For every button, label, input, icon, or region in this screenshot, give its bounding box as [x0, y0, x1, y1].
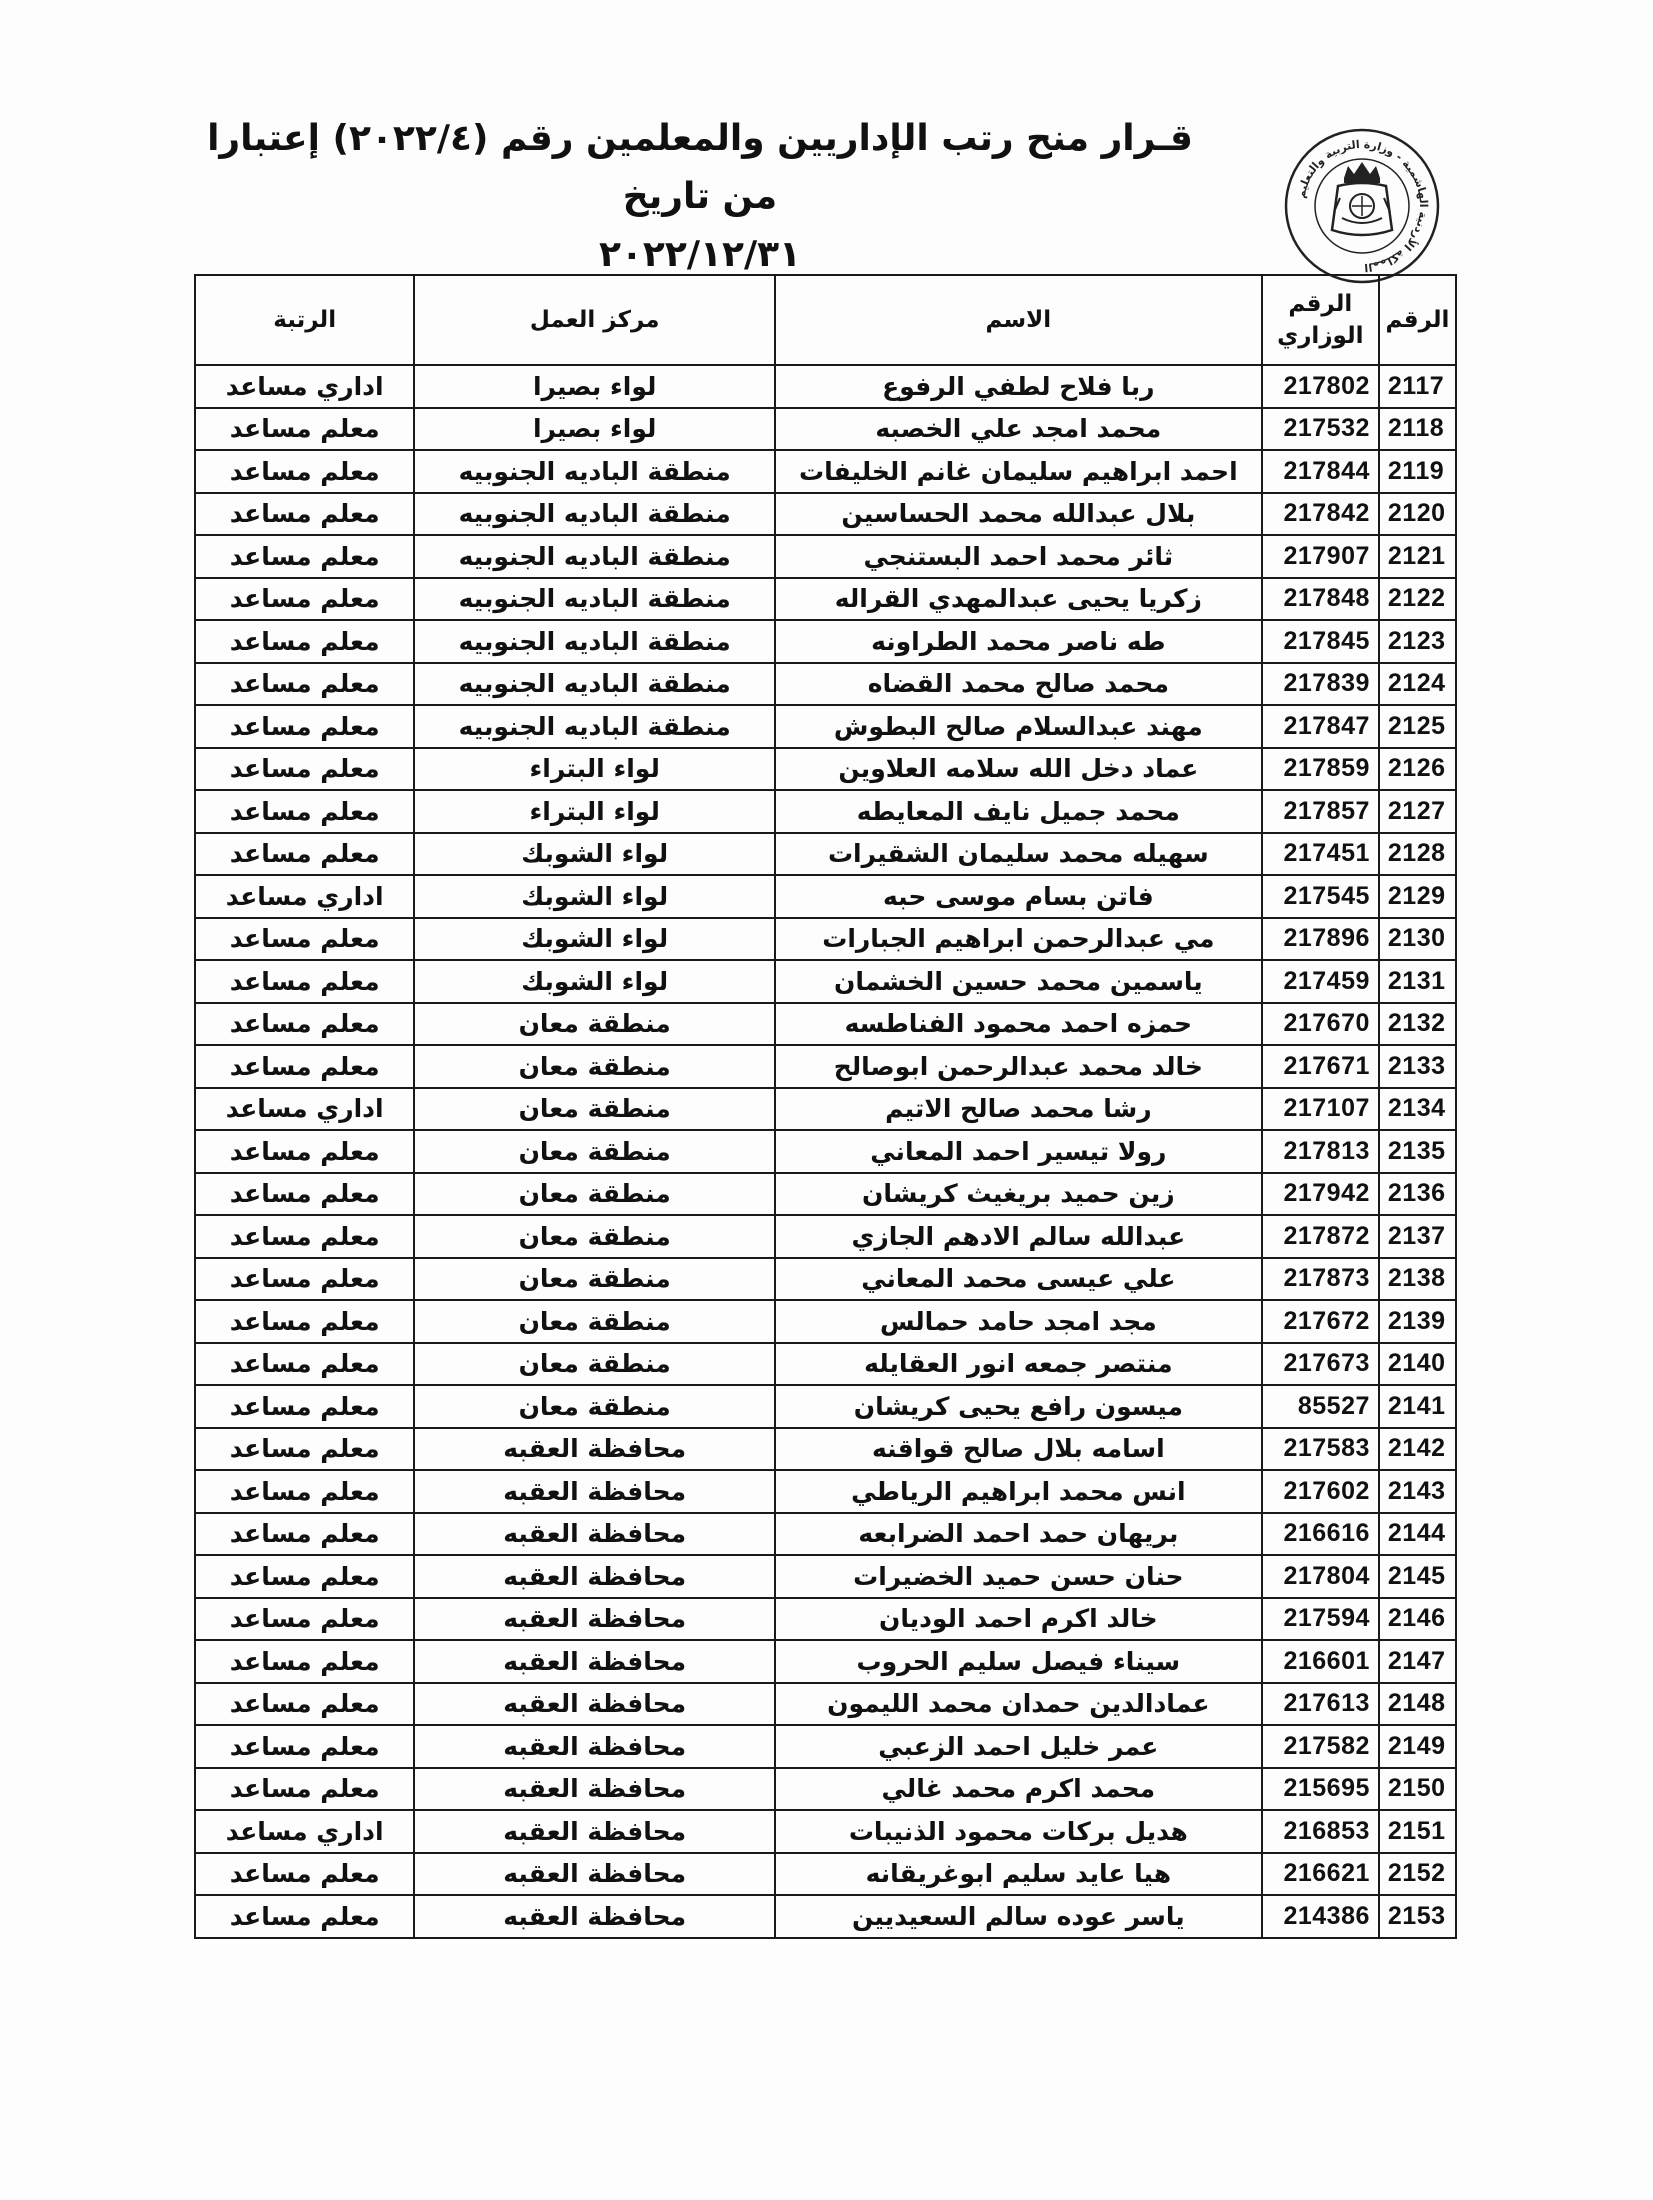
cell-seq: 2139: [1379, 1300, 1456, 1343]
table-row: [195, 1045, 1456, 1088]
table-row: [195, 1470, 1456, 1513]
cell-seq: 2141: [1379, 1385, 1456, 1428]
table-row: [195, 790, 1456, 833]
cell-seq: 2123: [1379, 620, 1456, 663]
table-row: [195, 1300, 1456, 1343]
cell-workplace: منطقة الباديه الجنوبيه: [414, 450, 775, 493]
cell-ministry-no: 217671: [1262, 1045, 1379, 1088]
cell-seq: 2143: [1379, 1470, 1456, 1513]
cell-seq: 2125: [1379, 705, 1456, 748]
decision-title-line1: قـرار منح رتب الإداريين والمعلمين رقم (٢٠٢٢/٤) إعتبارا من تاريخ: [207, 118, 1193, 217]
cell-seq: 2130: [1379, 918, 1456, 961]
cell-workplace: منطقة معان: [414, 1385, 775, 1428]
cell-name: زكريا يحيى عبدالمهدي القراله: [775, 578, 1262, 621]
cell-rank: معلم مساعد: [195, 1300, 414, 1343]
cell-rank: معلم مساعد: [195, 1853, 414, 1896]
cell-ministry-no: 217942: [1262, 1173, 1379, 1216]
cell-rank: معلم مساعد: [195, 1385, 414, 1428]
cell-seq: 2138: [1379, 1258, 1456, 1301]
cell-rank: معلم مساعد: [195, 1003, 414, 1046]
table-row: [195, 748, 1456, 791]
cell-ministry-no: 85527: [1262, 1385, 1379, 1428]
cell-workplace: منطقة الباديه الجنوبيه: [414, 578, 775, 621]
cell-ministry-no: 217857: [1262, 790, 1379, 833]
cell-name: حنان حسن حميد الخضيرات: [775, 1555, 1262, 1598]
table-row: [195, 1598, 1456, 1641]
table-row: [195, 1513, 1456, 1556]
cell-rank: معلم مساعد: [195, 1555, 414, 1598]
table-row: [195, 960, 1456, 1003]
cell-seq: 2118: [1379, 408, 1456, 451]
cell-ministry-no: 217451: [1262, 833, 1379, 876]
cell-ministry-no: 217545: [1262, 875, 1379, 918]
cell-ministry-no: 217839: [1262, 663, 1379, 706]
cell-workplace: لواء الشوبك: [414, 918, 775, 961]
cell-ministry-no: 217848: [1262, 578, 1379, 621]
records-table: [194, 274, 1457, 1939]
cell-ministry-no: 217859: [1262, 748, 1379, 791]
cell-name: سهيله محمد سليمان الشقيرات: [775, 833, 1262, 876]
cell-rank: معلم مساعد: [195, 1130, 414, 1173]
cell-rank: معلم مساعد: [195, 1768, 414, 1811]
decision-title: [200, 110, 1200, 284]
cell-workplace: منطقة معان: [414, 1258, 775, 1301]
cell-name: ياسر عوده سالم السعيديين: [775, 1895, 1262, 1938]
cell-rank: معلم مساعد: [195, 1640, 414, 1683]
cell-workplace: منطقة الباديه الجنوبيه: [414, 663, 775, 706]
table-row: [195, 578, 1456, 621]
cell-name: انس محمد ابراهيم الرياطي: [775, 1470, 1262, 1513]
cell-name: محمد امجد علي الخصبه: [775, 408, 1262, 451]
cell-name: خالد اكرم احمد الوديان: [775, 1598, 1262, 1641]
cell-workplace: محافظة العقبه: [414, 1555, 775, 1598]
cell-name: طه ناصر محمد الطراونه: [775, 620, 1262, 663]
cell-rank: معلم مساعد: [195, 790, 414, 833]
cell-name: بريهان حمد احمد الضرابعه: [775, 1513, 1262, 1556]
cell-name: رولا تيسير احمد المعاني: [775, 1130, 1262, 1173]
cell-seq: 2120: [1379, 493, 1456, 536]
cell-seq: 2119: [1379, 450, 1456, 493]
cell-name: ربا فلاح لطفي الرفوع: [775, 365, 1262, 408]
cell-ministry-no: 217107: [1262, 1088, 1379, 1131]
cell-rank: معلم مساعد: [195, 408, 414, 451]
cell-workplace: منطقة معان: [414, 1173, 775, 1216]
cell-rank: معلم مساعد: [195, 705, 414, 748]
cell-name: عماد دخل الله سلامه العلاوين: [775, 748, 1262, 791]
cell-name: بلال عبدالله محمد الحساسين: [775, 493, 1262, 536]
cell-seq: 2126: [1379, 748, 1456, 791]
cell-rank: معلم مساعد: [195, 748, 414, 791]
cell-workplace: محافظة العقبه: [414, 1895, 775, 1938]
cell-workplace: منطقة الباديه الجنوبيه: [414, 620, 775, 663]
cell-ministry-no: 217582: [1262, 1725, 1379, 1768]
cell-seq: 2134: [1379, 1088, 1456, 1131]
cell-workplace: منطقة الباديه الجنوبيه: [414, 535, 775, 578]
cell-seq: 2142: [1379, 1428, 1456, 1471]
cell-name: حمزه احمد محمود الفناطسه: [775, 1003, 1262, 1046]
cell-name: عمر خليل احمد الزعبي: [775, 1725, 1262, 1768]
column-header-rank: الرتبة: [195, 275, 414, 365]
cell-name: علي عيسى محمد المعاني: [775, 1258, 1262, 1301]
cell-name: ياسمين محمد حسين الخشمان: [775, 960, 1262, 1003]
cell-name: فاتن بسام موسى حبه: [775, 875, 1262, 918]
table-row: [195, 1343, 1456, 1386]
cell-name: هديل بركات محمود الذنيبات: [775, 1810, 1262, 1853]
cell-name: سيناء فيصل سليم الحروب: [775, 1640, 1262, 1683]
cell-workplace: لواء الشوبك: [414, 960, 775, 1003]
cell-rank: معلم مساعد: [195, 450, 414, 493]
cell-ministry-no: 217594: [1262, 1598, 1379, 1641]
cell-name: اسامه بلال صالح قواقنه: [775, 1428, 1262, 1471]
cell-seq: 2127: [1379, 790, 1456, 833]
cell-rank: معلم مساعد: [195, 663, 414, 706]
cell-seq: 2128: [1379, 833, 1456, 876]
cell-rank: معلم مساعد: [195, 1045, 414, 1088]
cell-workplace: محافظة العقبه: [414, 1683, 775, 1726]
cell-name: محمد اكرم محمد غالي: [775, 1768, 1262, 1811]
cell-seq: 2140: [1379, 1343, 1456, 1386]
cell-workplace: محافظة العقبه: [414, 1768, 775, 1811]
cell-seq: 2145: [1379, 1555, 1456, 1598]
seal-text: المملكة الأردنية الهاشمية - وزارة التربية والتعليم: [1294, 137, 1431, 274]
cell-rank: اداري مساعد: [195, 1088, 414, 1131]
table-row: [195, 833, 1456, 876]
table-header-row: [195, 275, 1456, 365]
cell-workplace: لواء بصيرا: [414, 408, 775, 451]
table-row: [195, 1853, 1456, 1896]
cell-seq: 2129: [1379, 875, 1456, 918]
cell-ministry-no: 217844: [1262, 450, 1379, 493]
cell-seq: 2149: [1379, 1725, 1456, 1768]
cell-workplace: محافظة العقبه: [414, 1853, 775, 1896]
cell-workplace: منطقة الباديه الجنوبيه: [414, 705, 775, 748]
cell-rank: معلم مساعد: [195, 1683, 414, 1726]
cell-rank: اداري مساعد: [195, 1810, 414, 1853]
table-row: [195, 1385, 1456, 1428]
table-row: [195, 1725, 1456, 1768]
table-row: [195, 535, 1456, 578]
cell-ministry-no: 216853: [1262, 1810, 1379, 1853]
cell-ministry-no: 217670: [1262, 1003, 1379, 1046]
table-body: [195, 365, 1456, 1938]
cell-rank: معلم مساعد: [195, 493, 414, 536]
cell-seq: 2150: [1379, 1768, 1456, 1811]
cell-workplace: لواء البتراء: [414, 790, 775, 833]
table-row: [195, 663, 1456, 706]
cell-name: زين حميد بريغيث كريشان: [775, 1173, 1262, 1216]
cell-ministry-no: 217613: [1262, 1683, 1379, 1726]
table-row: [195, 450, 1456, 493]
cell-rank: معلم مساعد: [195, 1258, 414, 1301]
cell-seq: 2151: [1379, 1810, 1456, 1853]
cell-name: محمد صالح محمد القضاه: [775, 663, 1262, 706]
cell-ministry-no: 217896: [1262, 918, 1379, 961]
cell-name: مهند عبدالسلام صالح البطوش: [775, 705, 1262, 748]
table-row: [195, 918, 1456, 961]
cell-ministry-no: 214386: [1262, 1895, 1379, 1938]
cell-ministry-no: 216601: [1262, 1640, 1379, 1683]
cell-ministry-no: 217532: [1262, 408, 1379, 451]
cell-workplace: لواء بصيرا: [414, 365, 775, 408]
cell-ministry-no: 217813: [1262, 1130, 1379, 1173]
table-row: [195, 1895, 1456, 1938]
cell-rank: معلم مساعد: [195, 918, 414, 961]
cell-seq: 2146: [1379, 1598, 1456, 1641]
cell-name: مجد امجد حامد حمالس: [775, 1300, 1262, 1343]
cell-name: محمد جميل نايف المعايطه: [775, 790, 1262, 833]
cell-ministry-no: 217673: [1262, 1343, 1379, 1386]
cell-workplace: منطقة معان: [414, 1300, 775, 1343]
cell-name: عبدالله سالم الادهم الجازي: [775, 1215, 1262, 1258]
ministry-seal-icon: [1282, 126, 1442, 286]
cell-workplace: منطقة معان: [414, 1130, 775, 1173]
cell-rank: اداري مساعد: [195, 365, 414, 408]
cell-rank: اداري مساعد: [195, 875, 414, 918]
table-row: [195, 1640, 1456, 1683]
cell-rank: معلم مساعد: [195, 1513, 414, 1556]
cell-seq: 2153: [1379, 1895, 1456, 1938]
cell-workplace: محافظة العقبه: [414, 1470, 775, 1513]
cell-seq: 2147: [1379, 1640, 1456, 1683]
cell-name: رشا محمد صالح الاتيم: [775, 1088, 1262, 1131]
table-row: [195, 1215, 1456, 1258]
cell-name: هيا عايد سليم ابوغريقانه: [775, 1853, 1262, 1896]
column-header-name: الاسم: [775, 275, 1262, 365]
cell-rank: معلم مساعد: [195, 833, 414, 876]
cell-rank: معلم مساعد: [195, 1343, 414, 1386]
table-row: [195, 1683, 1456, 1726]
cell-seq: 2117: [1379, 365, 1456, 408]
cell-seq: 2136: [1379, 1173, 1456, 1216]
cell-seq: 2137: [1379, 1215, 1456, 1258]
cell-ministry-no: 217804: [1262, 1555, 1379, 1598]
cell-workplace: محافظة العقبه: [414, 1810, 775, 1853]
cell-ministry-no: 217872: [1262, 1215, 1379, 1258]
cell-seq: 2131: [1379, 960, 1456, 1003]
cell-rank: معلم مساعد: [195, 578, 414, 621]
cell-ministry-no: 217842: [1262, 493, 1379, 536]
cell-seq: 2135: [1379, 1130, 1456, 1173]
cell-seq: 2124: [1379, 663, 1456, 706]
table-row: [195, 1173, 1456, 1216]
table-row: [195, 1810, 1456, 1853]
document-header: [190, 100, 1460, 280]
cell-ministry-no: 217602: [1262, 1470, 1379, 1513]
column-header-ministry-no: الرقم الوزاري: [1262, 275, 1379, 365]
cell-rank: معلم مساعد: [195, 1173, 414, 1216]
cell-workplace: محافظة العقبه: [414, 1640, 775, 1683]
cell-seq: 2132: [1379, 1003, 1456, 1046]
table-row: [195, 1130, 1456, 1173]
cell-seq: 2122: [1379, 578, 1456, 621]
cell-ministry-no: 217583: [1262, 1428, 1379, 1471]
cell-name: مي عبدالرحمن ابراهيم الجبارات: [775, 918, 1262, 961]
cell-workplace: منطقة معان: [414, 1215, 775, 1258]
cell-name: عمادالدين حمدان محمد الليمون: [775, 1683, 1262, 1726]
cell-ministry-no: 217873: [1262, 1258, 1379, 1301]
table-row: [195, 408, 1456, 451]
cell-rank: معلم مساعد: [195, 620, 414, 663]
cell-workplace: منطقة معان: [414, 1003, 775, 1046]
cell-name: احمد ابراهيم سليمان غانم الخليفات: [775, 450, 1262, 493]
cell-workplace: محافظة العقبه: [414, 1725, 775, 1768]
cell-ministry-no: 217907: [1262, 535, 1379, 578]
cell-name: ثائر محمد احمد البستنجي: [775, 535, 1262, 578]
table-row: [195, 1555, 1456, 1598]
cell-workplace: منطقة معان: [414, 1088, 775, 1131]
cell-name: ميسون رافع يحيى كريشان: [775, 1385, 1262, 1428]
cell-rank: معلم مساعد: [195, 960, 414, 1003]
cell-ministry-no: 217459: [1262, 960, 1379, 1003]
table-row: [195, 620, 1456, 663]
cell-name: خالد محمد عبدالرحمن ابوصالح: [775, 1045, 1262, 1088]
column-header-workplace: مركز العمل: [414, 275, 775, 365]
cell-workplace: محافظة العقبه: [414, 1428, 775, 1471]
cell-seq: 2152: [1379, 1853, 1456, 1896]
cell-rank: معلم مساعد: [195, 1725, 414, 1768]
column-header-seq: الرقم: [1379, 275, 1456, 365]
cell-ministry-no: 216621: [1262, 1853, 1379, 1896]
cell-workplace: لواء الشوبك: [414, 833, 775, 876]
decision-date: ٢٠٢٢/١٢/٣١: [598, 234, 802, 275]
table-row: [195, 705, 1456, 748]
cell-workplace: لواء الشوبك: [414, 875, 775, 918]
cell-ministry-no: 217672: [1262, 1300, 1379, 1343]
cell-rank: معلم مساعد: [195, 1215, 414, 1258]
cell-seq: 2121: [1379, 535, 1456, 578]
table-row: [195, 1088, 1456, 1131]
cell-seq: 2133: [1379, 1045, 1456, 1088]
cell-name: منتصر جمعه انور العقايله: [775, 1343, 1262, 1386]
table-row: [195, 1003, 1456, 1046]
cell-workplace: منطقة معان: [414, 1343, 775, 1386]
cell-seq: 2148: [1379, 1683, 1456, 1726]
cell-workplace: محافظة العقبه: [414, 1513, 775, 1556]
cell-rank: معلم مساعد: [195, 1598, 414, 1641]
table-row: [195, 1258, 1456, 1301]
table-row: [195, 875, 1456, 918]
cell-rank: معلم مساعد: [195, 1470, 414, 1513]
cell-workplace: منطقة معان: [414, 1045, 775, 1088]
cell-rank: معلم مساعد: [195, 535, 414, 578]
cell-workplace: محافظة العقبه: [414, 1598, 775, 1641]
table-row: [195, 493, 1456, 536]
table-row: [195, 1428, 1456, 1471]
table-row: [195, 1768, 1456, 1811]
table-row: [195, 365, 1456, 408]
cell-workplace: لواء البتراء: [414, 748, 775, 791]
cell-rank: معلم مساعد: [195, 1895, 414, 1938]
cell-ministry-no: 217802: [1262, 365, 1379, 408]
cell-seq: 2144: [1379, 1513, 1456, 1556]
cell-ministry-no: 216616: [1262, 1513, 1379, 1556]
cell-ministry-no: 217847: [1262, 705, 1379, 748]
cell-ministry-no: 217845: [1262, 620, 1379, 663]
cell-ministry-no: 215695: [1262, 1768, 1379, 1811]
cell-rank: معلم مساعد: [195, 1428, 414, 1471]
cell-workplace: منطقة الباديه الجنوبيه: [414, 493, 775, 536]
